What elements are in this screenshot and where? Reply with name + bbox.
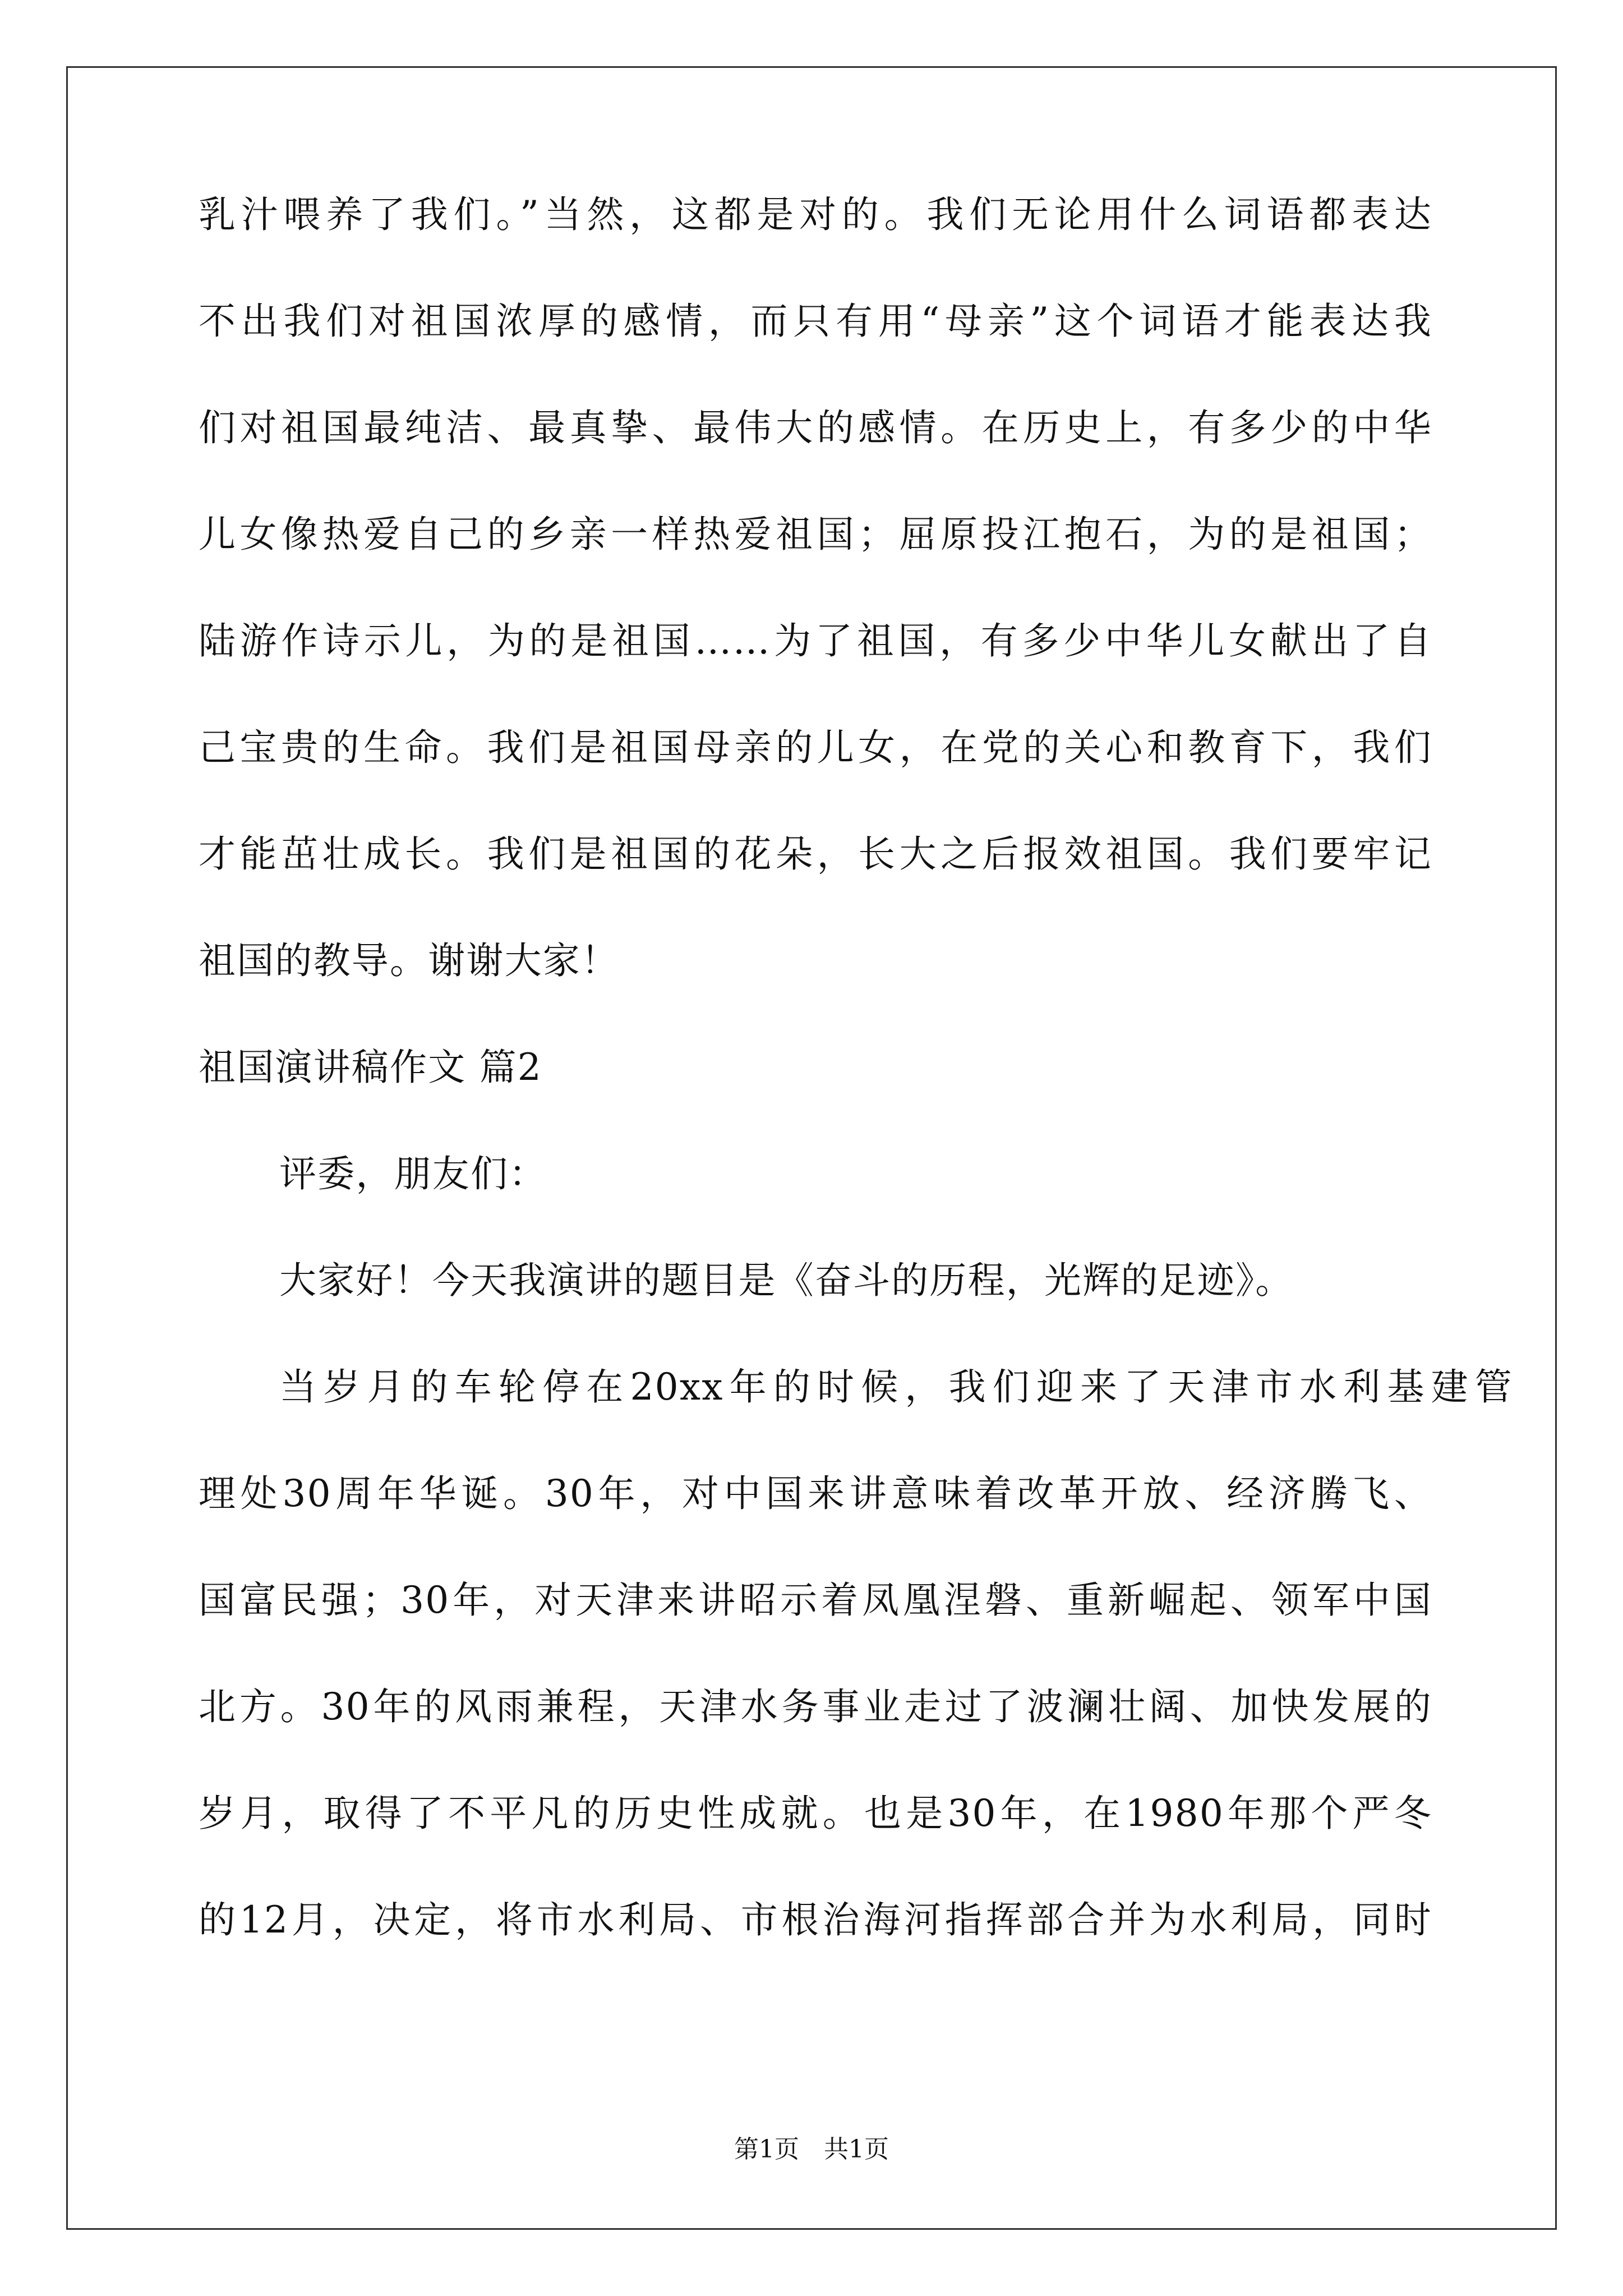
- section-heading: 祖国演讲稿作文 篇2: [199, 1046, 542, 1089]
- body-line: 国富民强；30年，对天津来讲昭示着凤凰涅磐、重新崛起、领军中国: [199, 1579, 1432, 1622]
- body-line: 北方。30年的风雨兼程，天津水务事业走过了波澜壮阔、加快发展的: [199, 1685, 1432, 1728]
- salutation: 评委，朋友们：: [279, 1152, 547, 1195]
- document-body: [199, 193, 1513, 2008]
- body-line: 乳汁喂养了我们。”当然，这都是对的。我们无论用什么词语都表达: [199, 193, 1432, 236]
- body-line: 祖国的教导。谢谢大家！: [199, 939, 620, 982]
- body-line: 己宝贵的生命。我们是祖国母亲的儿女，在党的关心和教育下，我们: [199, 726, 1432, 769]
- speech-title-line: 大家好！今天我演讲的题目是《奋斗的历程，光辉的足迹》。: [279, 1259, 1294, 1302]
- body-line: 陆游作诗示儿，为的是祖国……为了祖国，有多少中华儿女献出了自: [199, 619, 1432, 662]
- page-number-footer: 第1页 共1页: [734, 2135, 889, 2164]
- body-line: 才能茁壮成长。我们是祖国的花朵，长大之后报效祖国。我们要牢记: [199, 832, 1432, 876]
- body-line: 当岁月的车轮停在20xx年的时候，我们迎来了天津市水利基建管: [279, 1365, 1513, 1409]
- body-line: 儿女像热爱自己的乡亲一样热爱祖国；屈原投江抱石，为的是祖国；: [199, 513, 1432, 556]
- body-line: 们对祖国最纯洁、最真挚、最伟大的感情。在历史上，有多少的中华: [199, 406, 1432, 449]
- body-line: 的12月，决定，将市水利局、市根治海河指挥部合并为水利局，同时: [199, 1898, 1432, 1941]
- body-line: 岁月，取得了不平凡的历史性成就。也是30年，在1980年那个严冬: [199, 1792, 1432, 1835]
- body-line: 不出我们对祖国浓厚的感情，而只有用“母亲”这个词语才能表达我: [199, 300, 1432, 343]
- body-line: 理处30周年华诞。30年，对中国来讲意味着改革开放、经济腾飞、: [199, 1472, 1432, 1515]
